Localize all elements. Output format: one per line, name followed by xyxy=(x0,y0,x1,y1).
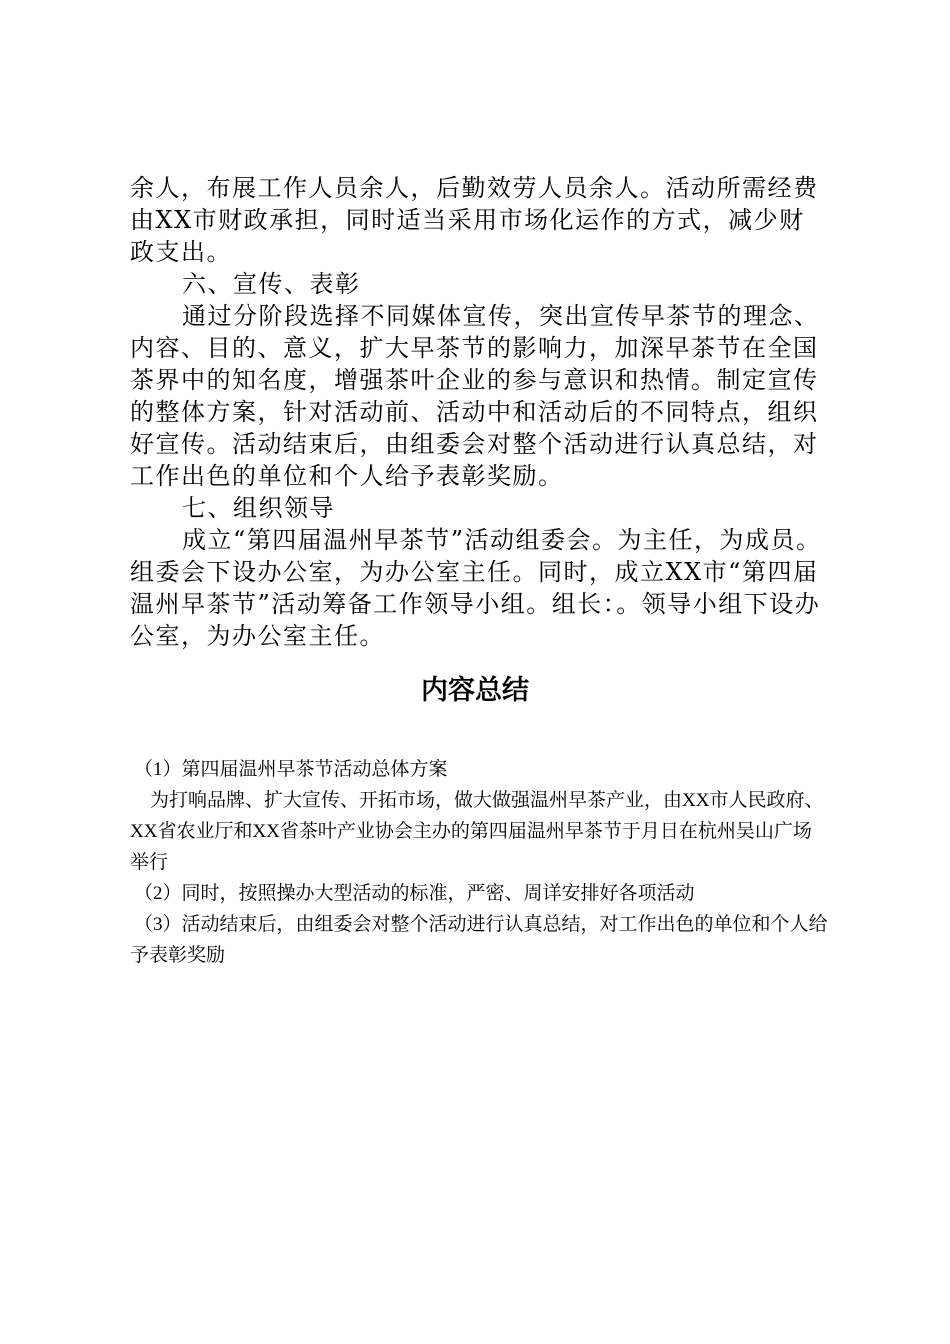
body-paragraph-1: 余人，布展工作人员余人，后勤效劳人员余人。活动所需经费由XX市财政承担，同时适当采用市场化运作的方式，减少财政支出。 xyxy=(130,174,819,266)
summary-item-3: （3）活动结束后，由组委会对整个活动进行认真总结，对工作出色的单位和个人给予表彰奖励 xyxy=(130,914,828,966)
summary-section xyxy=(130,754,830,971)
section-heading-publicity: 六、宣传、表彰 xyxy=(182,270,361,298)
section-heading-organization: 七、组织领导 xyxy=(182,494,335,522)
body-paragraph-organization: 成立“第四届温州早茶节”活动组委会。为主任，为成员。组委会下设办公室，为办公室主任。同时，成立XX市“第四届温州早茶节”活动筹备工作领导小组。组长：。领导小组下设办公室，为办公室主任。 xyxy=(130,526,822,650)
body-paragraph-publicity: 通过分阶段选择不同媒体宣传，突出宣传早茶节的理念、内容、目的、意义，扩大早茶节的影响力，加深早茶节在全国茶界中的知名度，增强茶叶企业的参与意识和热情。制定宣传的整体方案，针对活动前、活动中和活动后的不同特点，组织好宣传。活动结束后，由组委会对整个活动进行认真总结，对工作出色的单位和个人给予表彰奖励。 xyxy=(130,302,820,490)
summary-item-1: （1）第四届温州早茶节活动总体方案 xyxy=(134,759,448,780)
summary-title: 内容总结 xyxy=(421,675,529,706)
summary-item-2: （2）同时，按照操办大型活动的标准，严密、周详安排好各项活动 xyxy=(134,883,695,904)
summary-item-1-detail: 为打响品牌、扩大宣传、开拓市场，做大做强温州早茶产业，由XX市人民政府、XX省农业厅和XX省茶叶产业协会主办的第四届温州早茶节于月日在杭州吴山广场举行 xyxy=(130,790,824,873)
document-body xyxy=(130,172,830,652)
